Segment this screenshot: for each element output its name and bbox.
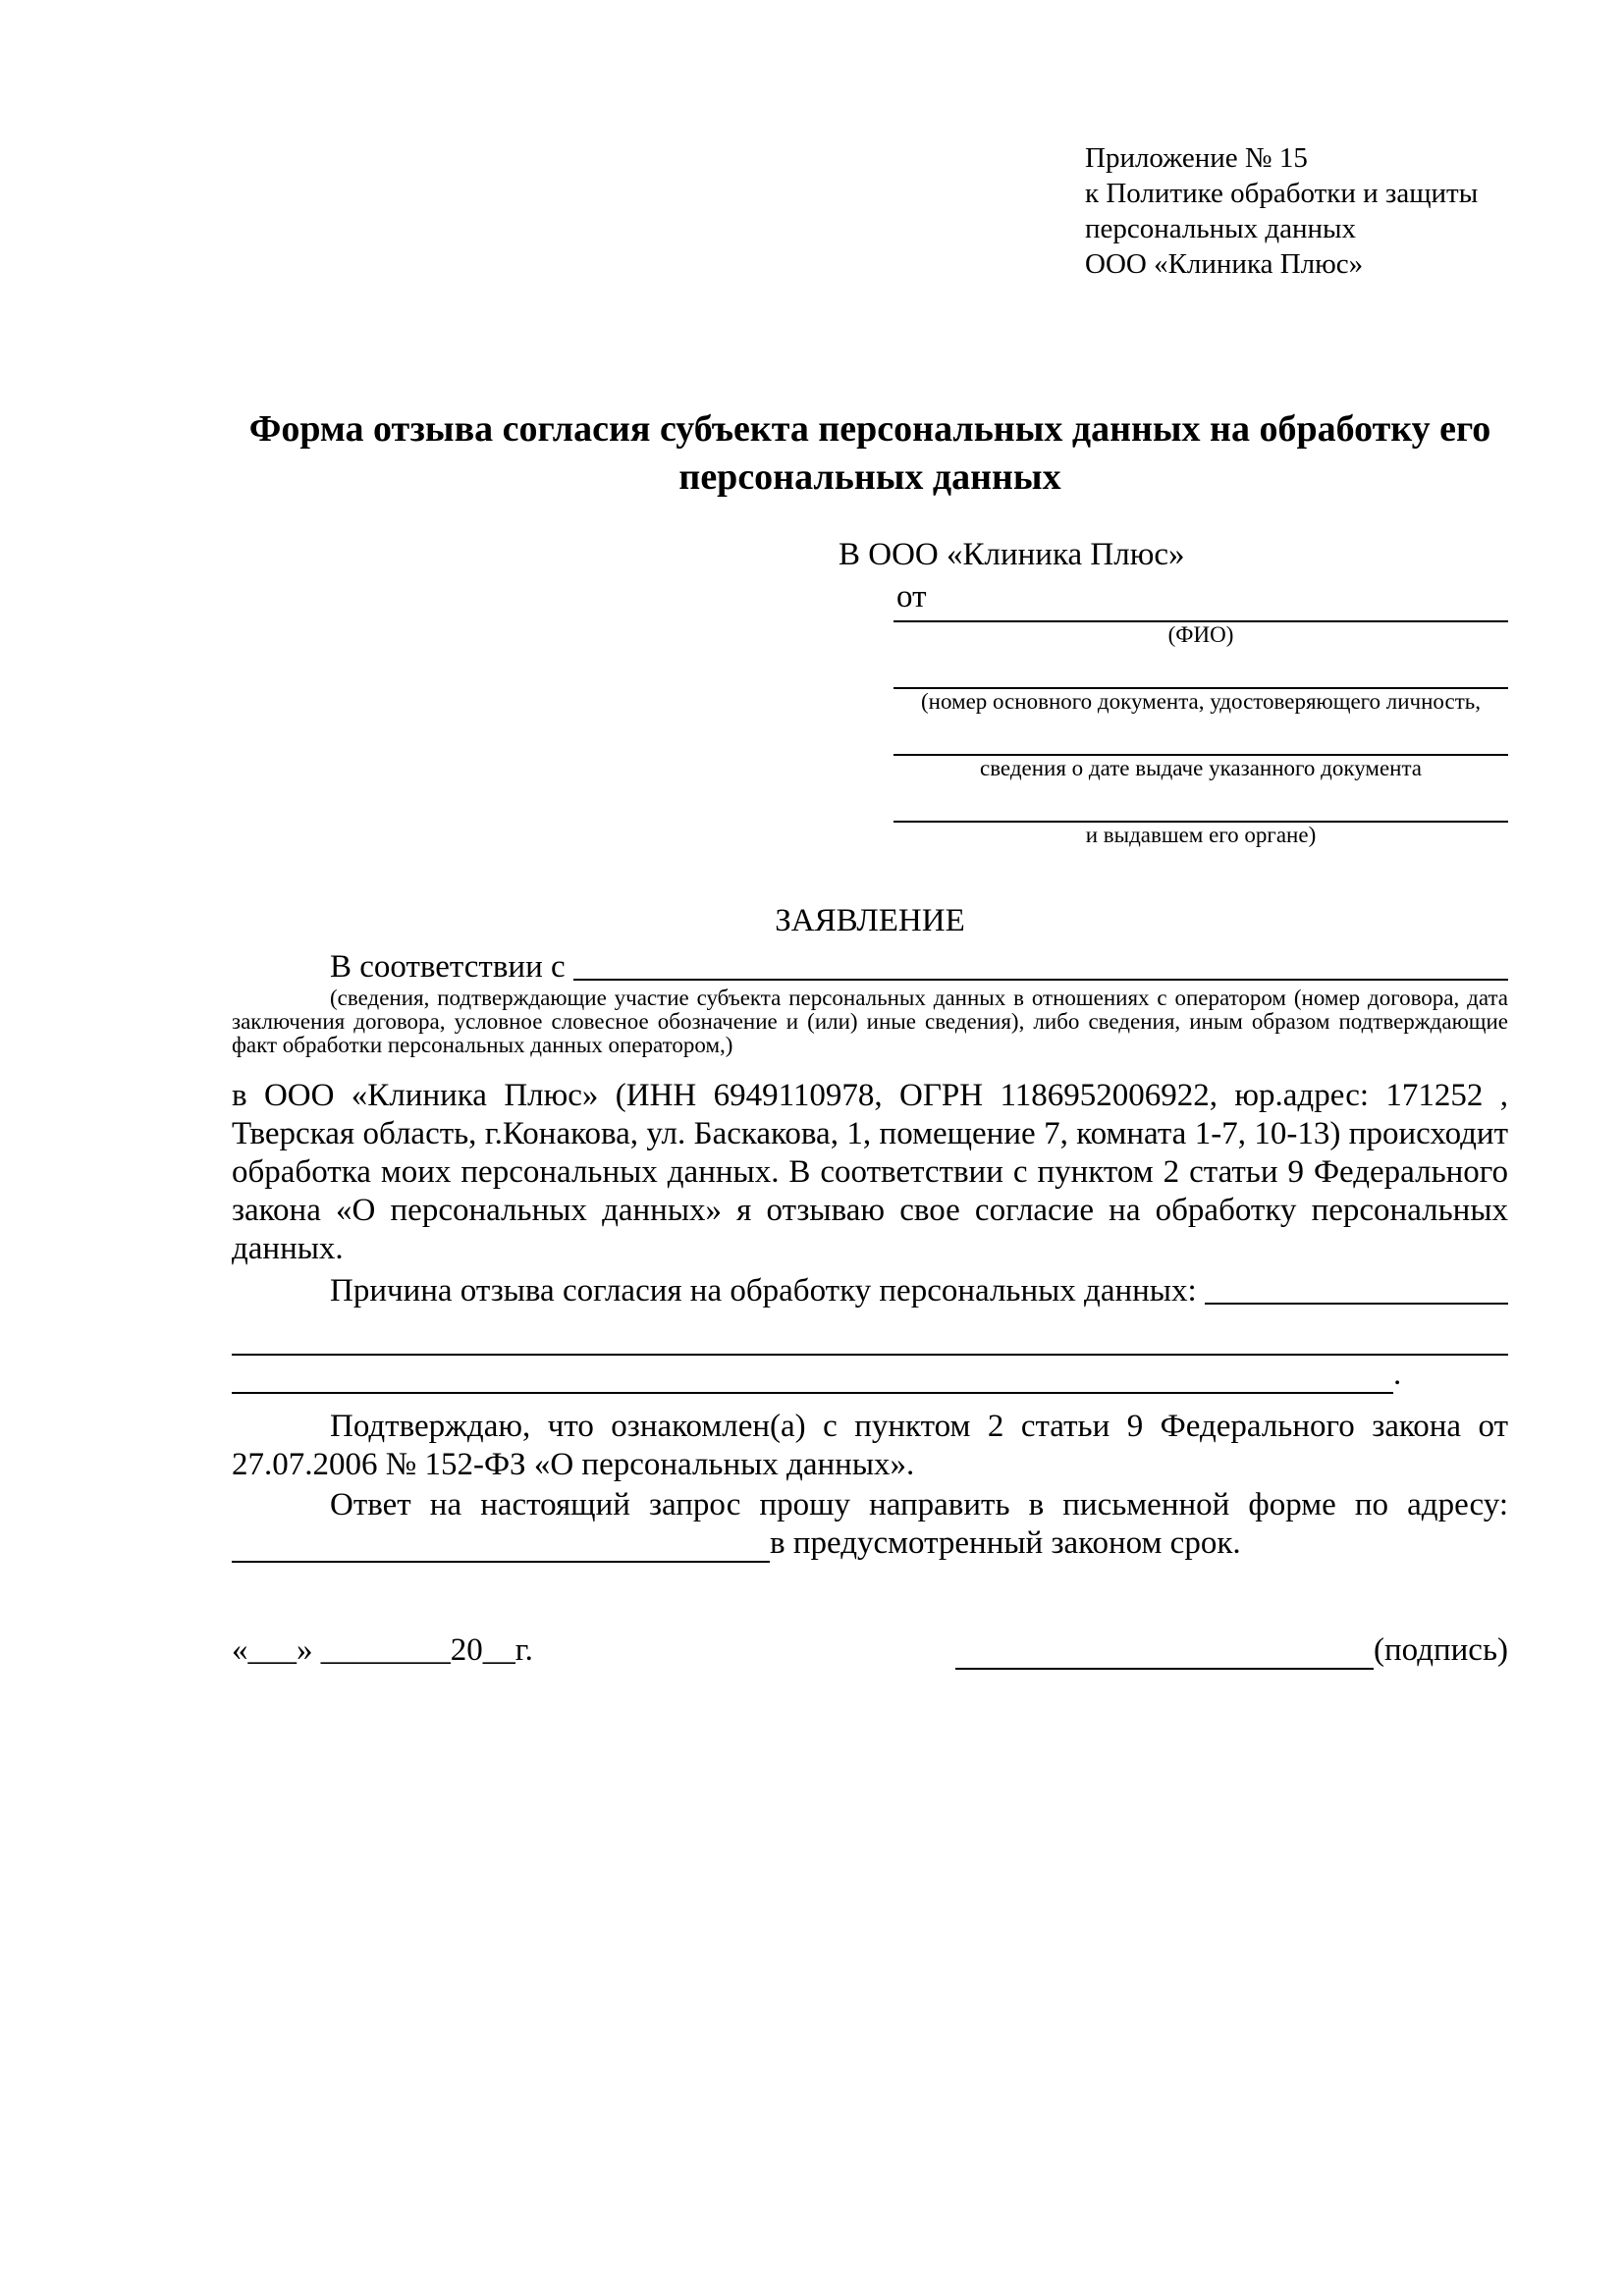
- blank-line-period: .: [1393, 1357, 1402, 1392]
- blank-write-line-1: [232, 1310, 1508, 1356]
- field-fio: [893, 620, 1508, 648]
- accordance-fill-in-line: [573, 979, 1508, 981]
- signature-row: [232, 1631, 1508, 1670]
- blank-write-line-2: [232, 1356, 1508, 1394]
- confirmation-paragraph: Подтверждаю, что ознакомлен(а) с пунктом 2 статьи 9 Федерального закона от 27.07.2006 № 152-ФЗ «О персональных данных».: [232, 1409, 1508, 1482]
- document-number-caption: (номер основного документа, удостоверяющего личность,: [920, 689, 1481, 714]
- appendix-header-line: Приложение № 15: [1085, 142, 1308, 174]
- appendix-header-line: к Политике обработки и защиты: [1085, 178, 1479, 209]
- appendix-header-line: ООО «Клиника Плюс»: [1085, 248, 1364, 280]
- addressee-from-label: от: [896, 579, 927, 614]
- addressee-to: В ООО «Клиника Плюс»: [839, 537, 1185, 572]
- reason-prefix: Причина отзыва согласия на обработку персональных данных:: [330, 1273, 1197, 1308]
- document-title: Форма отзыва согласия субъекта персональных данных на обработку его персональных данных: [248, 408, 1491, 498]
- statement-heading: ЗАЯВЛЕНИЕ: [775, 903, 965, 938]
- addressee-fields: [893, 620, 1508, 848]
- accordance-line: [232, 947, 1508, 987]
- footnote-text: (сведения, подтверждающие участие субъекта персональных данных в отношениях с оператором (номер договора, дата заключения договора, условное словесное обозначение и (или) иные сведения), либо сведения, иным образом подтверждающие факт обработки персональных данных оператором,): [232, 986, 1508, 1057]
- issuing-authority-caption: и выдавшем его органе): [1085, 823, 1317, 847]
- fio-caption: (ФИО): [1167, 622, 1234, 647]
- appendix-header: [1085, 140, 1508, 282]
- reason-fill-in-line: [1205, 1303, 1508, 1305]
- accordance-prefix: В соответствии с: [330, 949, 566, 985]
- signature-area: [955, 1631, 1508, 1670]
- reply-address-line: [232, 1524, 1508, 1563]
- field-issue-date: [893, 754, 1508, 781]
- reply-address-paragraph: Ответ на настоящий запрос прошу направить в письменной форме по адресу:: [330, 1487, 1508, 1522]
- field-document-number: [893, 687, 1508, 715]
- field-issuing-authority: [893, 821, 1508, 848]
- appendix-header-line: персональных данных: [1085, 213, 1357, 244]
- addressee-block: [839, 535, 1508, 848]
- signature-line: [955, 1636, 1374, 1670]
- reason-line: [232, 1272, 1508, 1310]
- reply-address-fill-in-line: [232, 1529, 770, 1563]
- date-blank: «___» ________20__г.: [232, 1632, 533, 1668]
- signature-caption: (подпись): [1374, 1632, 1508, 1668]
- statement-body: в ООО «Клиника Плюс» (ИНН 6949110978, ОГРН 1186952006922, юр.адрес: 171252 , Тверская область, г.Конакова, ул. Баскакова, 1, помещение 7, комната 1-7, 10-13) происходит обработка моих персональных данных. В соответствии с пунктом 2 статьи 9 Федерального закона «О персональных данных» я отзываю свое согласие на обработку персональных данных.: [232, 1078, 1508, 1266]
- reply-suffix: в предусмотренный законом срок.: [770, 1525, 1241, 1561]
- blank-write-line-2-rule: [232, 1361, 1393, 1394]
- issue-date-caption: сведения о дате выдаче указанного документа: [979, 756, 1423, 780]
